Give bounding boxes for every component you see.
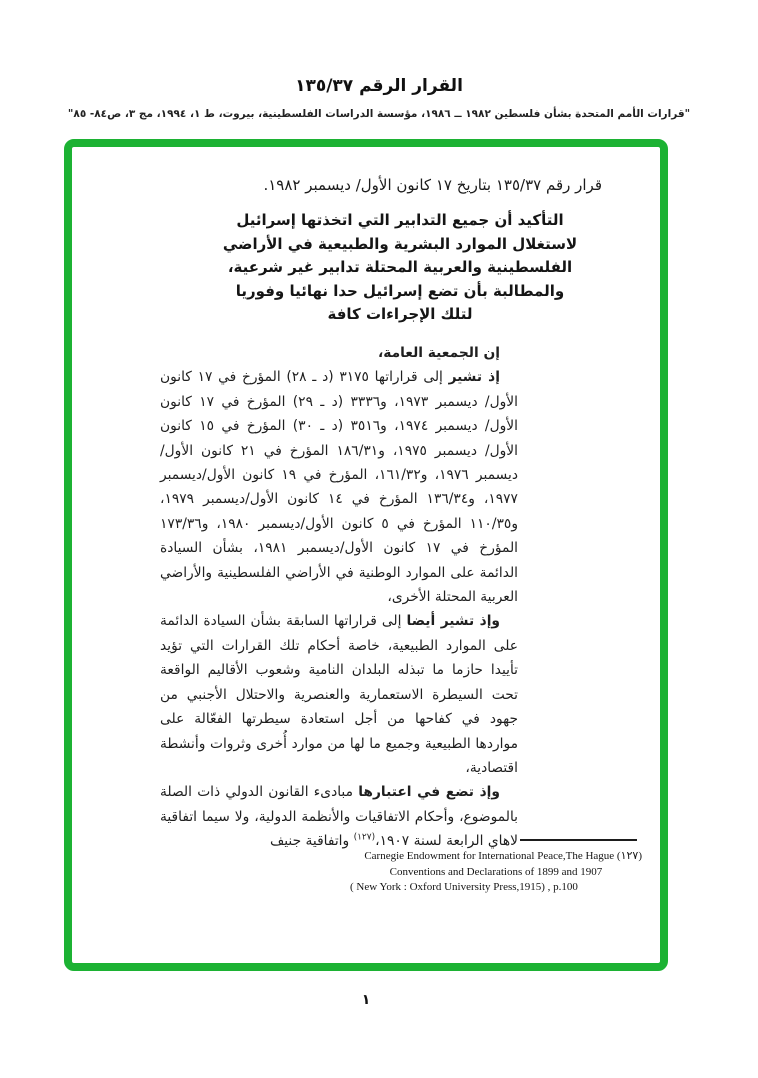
paragraph-lead: إذ تشير — [448, 369, 500, 386]
opening-phrase: إن الجمعية العامة، — [377, 345, 500, 361]
heading-line: والمطالبة بأن تضع إسرائيل حدا نهائيا وفوريا — [235, 281, 565, 300]
footnote-block — [350, 849, 642, 896]
page-header-title: القرار الرقم ١٣٥/٣٧ — [295, 76, 463, 96]
page-number: ١ — [361, 992, 371, 1008]
footnote-separator-rule — [520, 839, 637, 841]
paragraph-lead: وإذ تضع في اعتبارها — [358, 784, 500, 801]
footnote-line-2: Conventions and Declarations of 1899 and 1907 — [389, 865, 603, 878]
paragraph-text: إلى قراراتها السابقة بشأن السيادة الدائمة على الموارد الطبيعية، خاصة أحكام تلك القرارات التي تؤيد تأييدا حازما ما تبذله البلدان النامية وشعوب الأقاليم الواقعة تحت السيطرة الاستعمارية والعنصرية والاحتلال الأجنبي من جهود في كفاحها من أجل استعادة سيطرتها الفعّالة على مواردها الطبيعية وجميع ما لها من موارد أُخرى وثروات وأنشطة اقتصادية، — [160, 613, 518, 776]
paragraph-text: مبادىء القانون الدولي ذات الصلة بالموضوع، وأحكام الاتفاقيات والأنظمة الدولية، ولا سيما اتفاقية لاهاي الرابعة لسنة ١٩٠٧، — [160, 784, 518, 850]
heading-line: التأكيد أن جميع التدابير التي اتخذتها إسرائيل — [236, 211, 564, 229]
resolution-heading — [220, 209, 580, 327]
paragraph-text: إلى قراراتها ٣١٧٥ (د ـ ٢٨) المؤرخ في ١٧ كانون الأول/ ديسمبر ١٩٧٣، و٣٣٣٦ (د ـ ٢٩) المؤرخ في ١٧ كانون الأول/ ديسمبر ١٩٧٤، و٣٥١٦ (د ـ ٣٠) المؤرخ في ١٥ كانون الأول/ ديسمبر ١٩٧٥، و١٨٦/٣١ المؤرخ في ٢١ كانون الأول/ديسمبر ١٩٧٦، و١٦١/٣٢، المؤرخ في ١٩ كانون الأول/ديسمبر ١٩٧٧، و١٣٦/٣٤ المؤرخ في ١٤ كانون الأول/ديسمبر ١٩٧٩، و١١٠/٣٥ المؤرخ في ٥ كانون الأول/ديسمبر ١٩٨٠، و١٧٣/٣٦ المؤرخ في ١٧ كانون الأول/ديسمبر ١٩٨١، بشأن السيادة الدائمة على الموارد الوطنية في الأراضي الفلسطينية والأراضي العربية المحتلة الأخرى، — [160, 369, 519, 606]
page-header-source-citation: "قرارات الأمم المتحدة بشأن فلسطين ١٩٨٢ ــ ١٩٨٦، مؤسسة الدراسات الفلسطينية، بيروت، ط ١، ١٩٩٤، مج ٣، ص٨٤- ٨٥" — [67, 108, 691, 120]
footnote-citation-text: Carnegie Endowment for International Peace,The Hague — [364, 850, 617, 862]
footnote-reference-marker: (١٢٧) — [353, 832, 376, 843]
footnote-line-1 — [350, 849, 642, 865]
paragraph-bearing-in-mind — [160, 780, 518, 853]
heading-line: الفلسطينية والعربية المحتلة تدابير غير شرعية، — [227, 258, 573, 277]
heading-line: لتلك الإجراءات كافة — [327, 305, 473, 324]
resolution-date-line: قرار رقم ١٣٥/٣٧ بتاريخ ١٧ كانون الأول/ ديسمبر ١٩٨٢. — [263, 176, 602, 194]
resolution-body — [160, 341, 518, 854]
paragraph-recalling — [160, 365, 518, 609]
paragraph-text: واتفاقية جنيف — [269, 833, 354, 850]
paragraph-recalling-also — [160, 609, 518, 780]
paragraph-lead: وإذ تشير أيضا — [406, 613, 500, 630]
heading-line: لاستغلال الموارد البشرية والطبيعية في الأراضي — [222, 234, 578, 253]
footnote-line-3: ( New York : Oxford University Press,1915) , p.100 — [350, 881, 578, 893]
footnote-number: (١٢٧) — [616, 850, 642, 862]
